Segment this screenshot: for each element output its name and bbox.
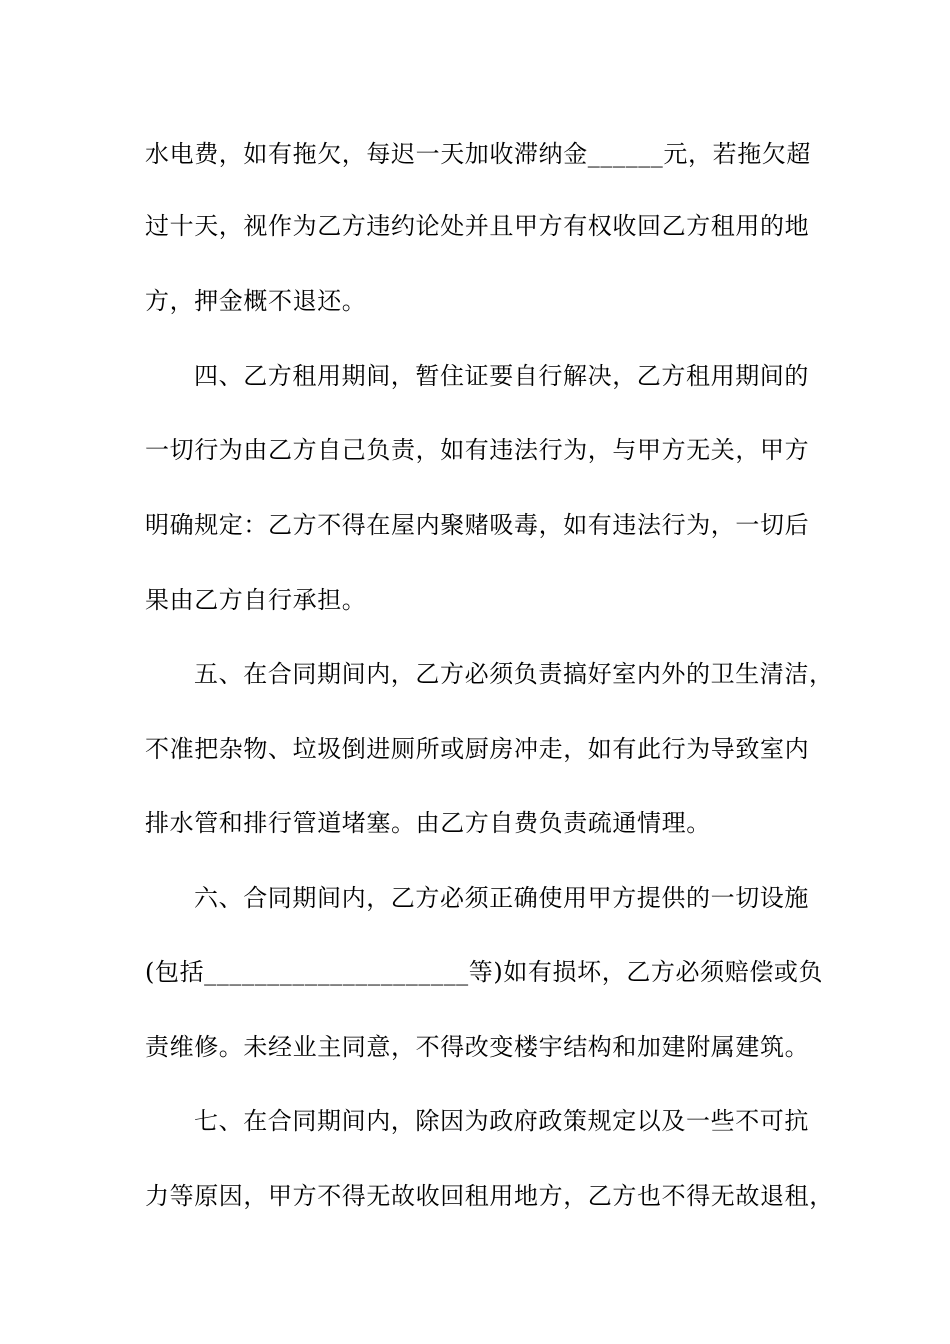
text-line: 果由乙方自行承担。 [145,586,367,614]
paragraph-five-start: 五、在合同期间内，乙方必须负责搞好室内外的卫生清洁， [194,660,834,688]
paragraph-seven-start: 七、在合同期间内，除因为政府政策规定以及一些不可抗 [194,1107,809,1135]
text-line: 不准把杂物、垃圾倒进厕所或厨房冲走，如有此行为导致室内 [145,735,810,763]
text-line: 排水管和排行管道堵塞。由乙方自费负责疏通情理。 [145,809,711,837]
text-line: 一切行为由乙方自己负责，如有违法行为，与甲方无关，甲方 [145,436,810,464]
text-line: 方，押金概不退还。 [145,287,367,315]
text-line: 力等原因，甲方不得无故收回租用地方，乙方也不得无故退租， [145,1182,834,1210]
text-line: 明确规定：乙方不得在屋内聚赌吸毒，如有违法行为，一切后 [145,511,810,539]
text-line: 水电费，如有拖欠，每迟一天加收滞纳金______元，若拖欠超 [145,140,811,168]
text-line: (包括_____________________等)如有损坏，乙方必须赔偿或负 [145,958,824,986]
paragraph-four-start: 四、乙方租用期间，暂住证要自行解决，乙方租用期间的 [194,362,809,390]
text-line: 责维修。未经业主同意，不得改变楼宇结构和加建附属建筑。 [145,1033,810,1061]
text-line: 过十天，视作为乙方违约论处并且甲方有权收回乙方租用的地 [145,212,810,240]
paragraph-six-start: 六、合同期间内，乙方必须正确使用甲方提供的一切设施 [194,884,809,912]
